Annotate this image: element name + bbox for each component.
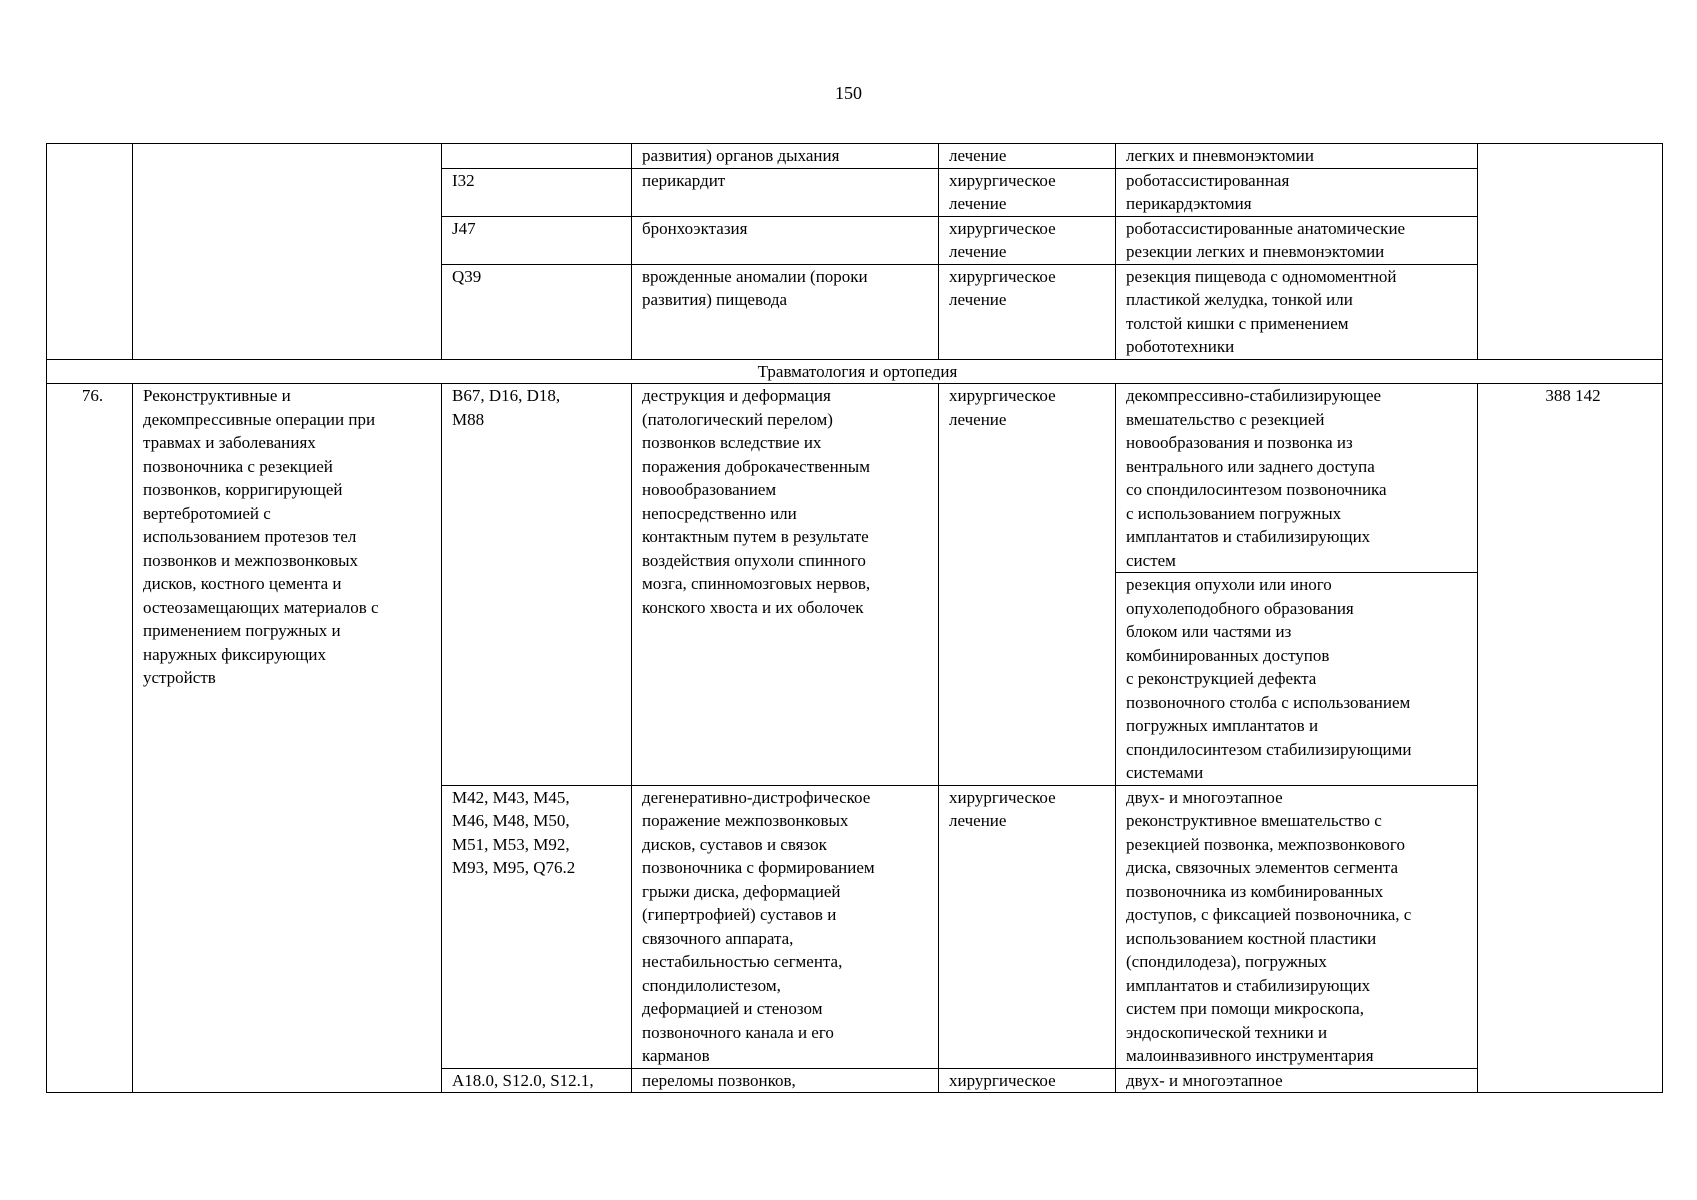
icd-code-cell: J47 [442,216,632,264]
cost-cell [1478,144,1663,360]
treatment-type-cell: хирургическое лечение [939,216,1116,264]
diagnosis-cell: бронхоэктазия [632,216,939,264]
icd-code-cell: B67, D16, D18, M88 [442,384,632,786]
treatment-method-cell: двух- и многоэтапное реконструктивное вмешательство с резекцией позвонка, межпозвонкового диска, связочных элементов сегмента позвоночника из комбинированных доступов, с фиксацией позвоночника, с использованием костной пластики (спондилодеза), погружных имплантатов и стабилизирующих систем при помощи микроскопа, эндоскопической техники и малоинвазивного инструментария [1116,785,1478,1068]
section-title: Травматология и ортопедия [47,359,1663,384]
diagnosis-cell: развития) органов дыхания [632,144,939,169]
treatment-method-cell: роботассистированные анатомические резекции легких и пневмонэктомии [1116,216,1478,264]
treatment-type-cell: хирургическое лечение [939,785,1116,1068]
page-number: 150 [835,83,862,103]
icd-code-cell [442,144,632,169]
diagnosis-cell: деструкция и деформация (патологический перелом) позвонков вследствие их поражения доброкачественным новообразованием непосредственно или контактным путем в результате воздействия опухоли спинного мозга, спинномозговых нервов, конского хвоста и их оболочек [632,384,939,786]
treatment-type-cell: хирургическое [939,1068,1116,1093]
icd-code-cell: A18.0, S12.0, S12.1, [442,1068,632,1093]
treatment-method-cell: декомпрессивно-стабилизирующее вмешательство с резекцией новообразования и позвонка из вентрального или заднего доступа со спондилосинтезом позвоночника с использованием погружных имплантатов и стабилизирующих систем [1116,384,1478,573]
table-row [47,144,1663,169]
treatment-method-cell: резекция опухоли или иного опухолеподобного образования блоком или частями из комбинированных доступов с реконструкцией дефекта позвоночного столба с использованием погружных имплантатов и спондилосинтезом стабилизирующими системами [1116,573,1478,786]
diagnosis-cell: врожденные аномалии (пороки развития) пищевода [632,264,939,359]
medical-care-table [46,143,1663,1093]
treatment-method-cell: роботассистированная перикардэктомия [1116,168,1478,216]
procedure-name-cell [133,144,442,360]
table-row [47,384,1663,573]
treatment-method-cell: резекция пищевода с одномоментной пластикой желудка, тонкой или толстой кишки с применением робототехники [1116,264,1478,359]
treatment-type-cell: лечение [939,144,1116,169]
icd-code-cell: Q39 [442,264,632,359]
treatment-type-cell: хирургическое лечение [939,264,1116,359]
icd-code-cell: I32 [442,168,632,216]
icd-code-cell: M42, M43, M45, M46, M48, M50, M51, M53, M92, M93, M95, Q76.2 [442,785,632,1068]
treatment-method-cell: двух- и многоэтапное [1116,1068,1478,1093]
diagnosis-cell: переломы позвонков, [632,1068,939,1093]
treatment-method-cell: легких и пневмонэктомии [1116,144,1478,169]
section-row [47,359,1663,384]
number-cell [47,144,133,360]
diagnosis-cell: перикардит [632,168,939,216]
diagnosis-cell: дегенеративно-дистрофическое поражение межпозвонковых дисков, суставов и связок позвоночника с формированием грыжи диска, деформацией (гипертрофией) суставов и связочного аппарата, нестабильностью сегмента, спондилолистезом, деформацией и стенозом позвоночного канала и его карманов [632,785,939,1068]
item-number: 76. [47,384,133,1093]
procedure-name-cell: Реконструктивные и декомпрессивные операции при травмах и заболеваниях позвоночника с резекцией позвонков, корригирующей вертебротомией с использованием протезов тел позвонков и межпозвонковых дисков, костного цемента и остеозамещающих материалов с применением погружных и наружных фиксирующих устройств [133,384,442,1093]
treatment-type-cell: хирургическое лечение [939,168,1116,216]
treatment-type-cell: хирургическое лечение [939,384,1116,786]
cost-cell: 388 142 [1478,384,1663,1093]
